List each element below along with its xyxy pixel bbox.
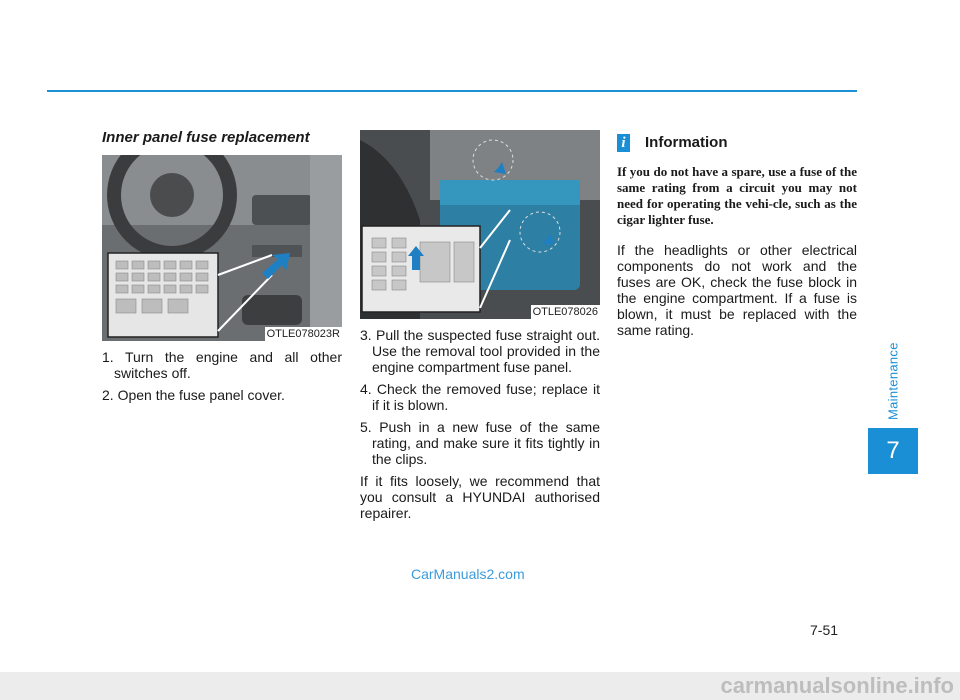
- page-number: 7-51: [810, 622, 839, 638]
- engine-bay-illustration: [360, 130, 600, 319]
- step-item: 3. Pull the suspected fuse straight out. Use the removal tool provided in the engine compartment fuse panel.: [360, 327, 600, 375]
- middle-column: [360, 130, 600, 521]
- information-header: [617, 134, 857, 152]
- body-paragraph: If it fits loosely, we recommend that you consult a HYUNDAI authorised repairer.: [360, 473, 600, 521]
- engine-fuse-box-photo: [360, 130, 600, 319]
- left-column: [102, 130, 342, 409]
- dashboard-fuse-panel-photo: [102, 155, 342, 341]
- dashboard-illustration: [102, 155, 342, 341]
- step-list: [102, 349, 342, 403]
- step-item: 2. Open the fuse panel cover.: [102, 387, 285, 403]
- step-list: [360, 327, 600, 467]
- watermark-link[interactable]: CarManuals2.com: [411, 566, 525, 582]
- footer-watermark-banner: carmanualsonline.info: [0, 672, 960, 700]
- chapter-side-label: Maintenance: [885, 342, 901, 420]
- information-text: If the headlights or other electrical components do not work and the fuses are OK, check the fuse block in the engine compartment. If a fuse is blown, it must be replaced with the same rating.: [617, 242, 857, 338]
- image-caption: OTLE078026: [532, 306, 598, 318]
- step-item: 4. Check the removed fuse; replace it if it is blown.: [360, 381, 600, 413]
- header-rule: [47, 90, 857, 92]
- image-caption: OTLE078023R: [266, 328, 340, 340]
- step-item: 5. Push in a new fuse of the same rating, and make sure it fits tightly in the clips.: [360, 419, 600, 467]
- information-note: If you do not have a spare, use a fuse of the same rating from a circuit you may not need for operating the vehi-cle, such as the cigar lighter fuse.: [617, 164, 857, 227]
- step-item: 1. Turn the engine and all other switches off.: [102, 349, 342, 381]
- information-title: Information: [645, 134, 728, 151]
- right-column: [617, 130, 857, 338]
- section-title: Inner panel fuse replacement: [102, 129, 310, 146]
- info-icon: i: [617, 134, 630, 152]
- chapter-number-badge: 7: [868, 428, 918, 474]
